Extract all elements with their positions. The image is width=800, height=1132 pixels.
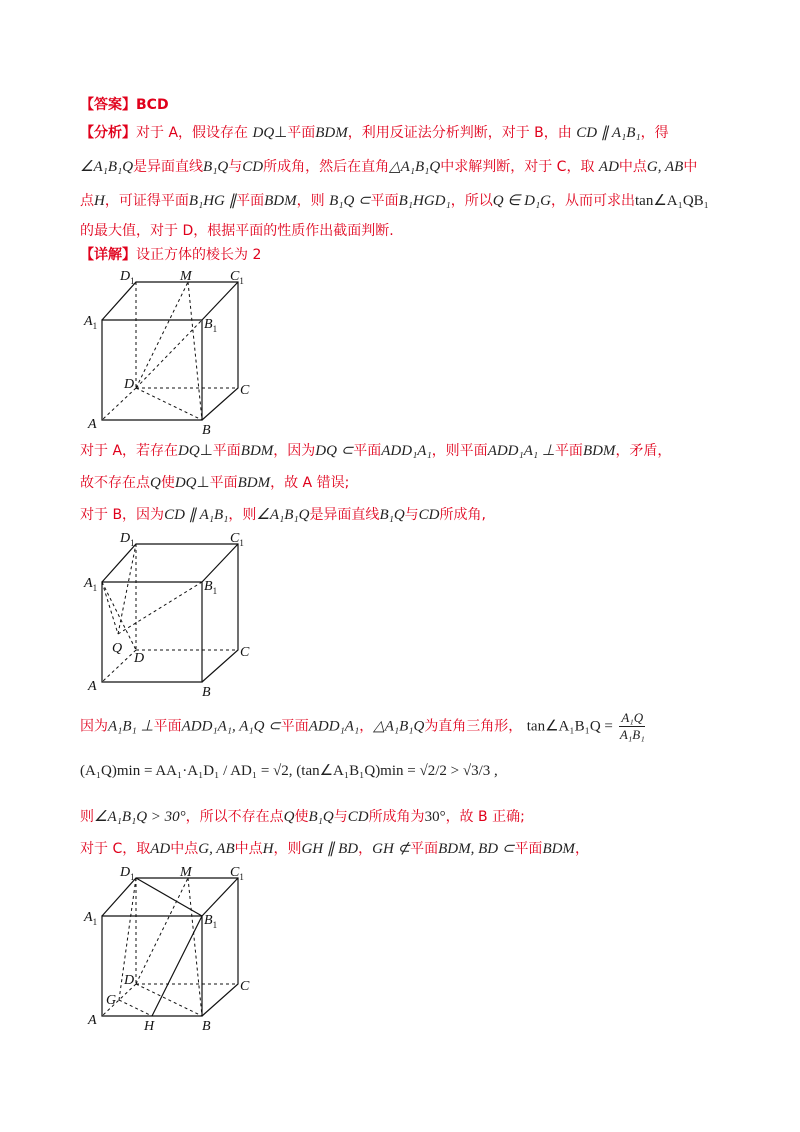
math: DQ bbox=[174, 475, 197, 491]
math: Q bbox=[283, 809, 295, 825]
math: (A₁Q)min = AA₁·A₁D₁ / AD₁ = √2, (tan∠A₁B₁Q)min = √2/2 > √3/3 , bbox=[80, 763, 498, 779]
math: DQ bbox=[252, 125, 275, 141]
math: BDM bbox=[582, 443, 616, 459]
text: 平面 bbox=[280, 718, 309, 735]
math: CD bbox=[242, 159, 264, 175]
detail-line bbox=[80, 244, 261, 266]
text: 与 bbox=[228, 159, 243, 175]
math: BDM bbox=[315, 125, 348, 141]
label-C1: $C_1$ bbox=[230, 531, 244, 548]
math: tan∠A₁QB₁ bbox=[635, 193, 709, 209]
label-D: D bbox=[134, 651, 145, 666]
math: G, AB bbox=[198, 841, 235, 857]
label-H: H bbox=[144, 1019, 155, 1034]
label-A1: $A_1$ bbox=[84, 576, 98, 593]
text: ，则 bbox=[228, 507, 257, 523]
math: △A₁B₁Q bbox=[373, 718, 425, 735]
text: ，从而可求出 bbox=[551, 193, 635, 209]
text: 所成角，然后在直角 bbox=[263, 159, 390, 175]
math: DQ bbox=[178, 443, 200, 459]
math: △A₁B₁Q bbox=[389, 159, 441, 175]
math: ADD₁A₁ bbox=[308, 718, 360, 735]
text: 是异面直线 bbox=[309, 507, 380, 523]
text: 平面 bbox=[209, 475, 238, 491]
math: H bbox=[94, 193, 105, 209]
text: 平面 bbox=[353, 443, 382, 459]
text: 是异面直线 bbox=[133, 159, 204, 175]
math: ADD₁A₁ ⊥ bbox=[487, 443, 555, 459]
label-A1: $A_1$ bbox=[84, 314, 98, 331]
text: 则 bbox=[80, 809, 94, 825]
cube-figure-1 bbox=[80, 268, 260, 438]
text: 中点 bbox=[618, 159, 647, 175]
text: 使 bbox=[160, 475, 175, 491]
math: GH ⊄ bbox=[372, 841, 411, 857]
label-A: A bbox=[88, 1013, 97, 1028]
analysis-line-4 bbox=[80, 220, 394, 242]
label-C: C bbox=[240, 979, 250, 994]
label-B: B bbox=[202, 1019, 211, 1034]
math: ⊥ bbox=[199, 443, 213, 459]
label-B1: $B_1$ bbox=[204, 317, 218, 334]
text: 中点 bbox=[170, 841, 199, 857]
math: AD bbox=[150, 841, 171, 857]
math: BDM, BD ⊂ bbox=[438, 841, 515, 857]
label-C: C bbox=[240, 383, 250, 398]
label-A: A bbox=[88, 679, 97, 694]
text: 中求解判断，对于 C，取 bbox=[440, 159, 595, 175]
text: ，利用反证法分析判断，对于 B，由 bbox=[347, 125, 572, 141]
label-A: A bbox=[88, 417, 97, 432]
math: H bbox=[262, 841, 274, 857]
label-G: G bbox=[106, 993, 117, 1008]
detail-label: 【详解】 bbox=[80, 247, 136, 263]
text: 所成角为 bbox=[368, 809, 425, 825]
label-Q: Q bbox=[112, 641, 123, 656]
label-B: B bbox=[202, 423, 211, 438]
math: BDM bbox=[237, 475, 271, 491]
text: 平面 bbox=[410, 841, 439, 857]
label-B: B bbox=[202, 685, 211, 700]
math: BDM bbox=[264, 193, 297, 209]
text: 点 bbox=[80, 193, 94, 209]
partC-line-1: 对于 C，取AD中点G, AB中点H，则GH ∥ BD，GH ⊄平面BDM, BD ⊂平面BDM， bbox=[80, 841, 589, 857]
math: B₁Q bbox=[203, 159, 229, 175]
math: CD ∥ A₁B₁ bbox=[576, 125, 641, 141]
fraction-denominator: A₁B₁ bbox=[619, 727, 645, 742]
math: 30° bbox=[424, 809, 446, 825]
text: 使 bbox=[294, 809, 309, 825]
analysis-line-2 bbox=[80, 156, 697, 178]
answer-label: 【答案】 bbox=[80, 97, 136, 113]
text: ，则 bbox=[296, 193, 325, 209]
math: CD bbox=[347, 809, 369, 825]
analysis-line-1 bbox=[80, 122, 669, 144]
math: ⊥ bbox=[274, 125, 288, 141]
text: 为直角三角形， bbox=[424, 718, 523, 735]
analysis-label: 【分析】 bbox=[80, 125, 136, 141]
text: 所成角, bbox=[439, 507, 486, 523]
label-D: D bbox=[124, 377, 135, 392]
text: ，则 bbox=[273, 841, 302, 857]
text: ，则平面 bbox=[431, 443, 488, 459]
math: CD ∥ A₁B₁ bbox=[164, 507, 229, 523]
text: 设正方体的棱长为 2 bbox=[136, 247, 262, 263]
cube-figure-2 bbox=[80, 530, 260, 700]
text: 平面 bbox=[370, 193, 399, 209]
math: ADD₁A₁ bbox=[381, 443, 432, 459]
math: B₁Q bbox=[379, 507, 405, 523]
text: ，矛盾， bbox=[615, 443, 672, 459]
text: ，故 B 正确; bbox=[445, 809, 525, 825]
math: BDM bbox=[240, 443, 274, 459]
answer-line bbox=[80, 94, 169, 116]
label-A1: $A_1$ bbox=[84, 910, 98, 927]
text: 的最大值，对于 D，根据平面的性质作出截面判断. bbox=[80, 223, 394, 239]
text: 因为 bbox=[80, 718, 108, 735]
partB-line-3 bbox=[80, 760, 498, 782]
fraction bbox=[619, 710, 645, 743]
text: ，因为 bbox=[273, 443, 316, 459]
fraction-numerator: A₁Q bbox=[621, 710, 644, 725]
text: 对于 A，假设存在 bbox=[136, 125, 249, 141]
math: B₁HG ∥ bbox=[188, 193, 237, 209]
math: ∠A₁B₁Q > 30° bbox=[94, 809, 186, 825]
math: GH ∥ BD bbox=[301, 841, 359, 857]
partA-line-1 bbox=[80, 440, 671, 462]
text: ，故 A 错误; bbox=[270, 475, 350, 491]
math: ∠A₁B₁Q bbox=[256, 507, 310, 523]
label-C1: $C_1$ bbox=[230, 865, 244, 882]
math: A₁B₁ ⊥ bbox=[108, 718, 154, 735]
label-B1: $B_1$ bbox=[204, 913, 218, 930]
text: ，得 bbox=[640, 125, 669, 141]
label-D1: $D_1$ bbox=[120, 531, 135, 548]
text: ，所以不存在点 bbox=[185, 809, 284, 825]
math: AD bbox=[598, 159, 619, 175]
text: 与 bbox=[333, 809, 348, 825]
text: 对于 B，因为 bbox=[80, 507, 165, 523]
math: B₁Q bbox=[308, 809, 334, 825]
math: ⊥ bbox=[196, 475, 210, 491]
label-M: M bbox=[180, 269, 192, 284]
math: B₁Q ⊂ bbox=[329, 193, 371, 209]
math: ADD₁A₁, A₁Q ⊂ bbox=[181, 718, 281, 735]
math: DQ ⊂ bbox=[315, 443, 354, 459]
text: 平面 bbox=[212, 443, 241, 459]
label-C1: $C_1$ bbox=[230, 269, 244, 286]
text: 故不存在点 bbox=[80, 475, 150, 491]
text: ，所以 bbox=[450, 193, 493, 209]
math: G, AB bbox=[646, 159, 684, 175]
partB-line-1 bbox=[80, 504, 486, 526]
label-D1: $D_1$ bbox=[120, 269, 135, 286]
math: Q ∈ D₁G bbox=[492, 193, 551, 209]
partB-line-4 bbox=[80, 806, 525, 828]
text: 平面 bbox=[554, 443, 583, 459]
text: 对于 C，取 bbox=[80, 841, 151, 857]
analysis-line-3 bbox=[80, 190, 709, 212]
math: CD bbox=[418, 507, 440, 523]
math: Q bbox=[150, 475, 161, 491]
text: 中 bbox=[683, 159, 698, 175]
math: B₁HGD₁ bbox=[398, 193, 451, 209]
text: ，可证得平面 bbox=[104, 193, 189, 209]
text: 平面 bbox=[287, 125, 316, 141]
text: 对于 A，若存在 bbox=[80, 443, 179, 459]
label-D: D bbox=[124, 973, 135, 988]
text: 中点 bbox=[234, 841, 263, 857]
math: BDM bbox=[542, 841, 575, 857]
cube-figure-3 bbox=[80, 864, 260, 1034]
text: 平面 bbox=[153, 718, 182, 735]
text: 平面 bbox=[236, 193, 265, 209]
label-B1: $B_1$ bbox=[204, 579, 218, 596]
label-D1: $D_1$ bbox=[120, 865, 135, 882]
partA-line-2 bbox=[80, 472, 349, 494]
answer-value: BCD bbox=[136, 97, 169, 113]
math: ∠A₁B₁Q bbox=[80, 159, 134, 175]
label-C: C bbox=[240, 645, 250, 660]
text: 与 bbox=[404, 507, 419, 523]
label-M: M bbox=[180, 865, 192, 880]
partB-line-2: 因为A₁B₁ ⊥平面ADD₁A₁, A₁Q ⊂平面ADD₁A₁，△A₁B₁Q为直角三角形， tan∠A₁B₁Q = $\frac{\text{A₁Q}}{\text{A₁B₁}}$ bbox=[80, 710, 645, 742]
math: tan∠A₁B₁Q = bbox=[526, 718, 613, 735]
text: 平面 bbox=[514, 841, 543, 857]
